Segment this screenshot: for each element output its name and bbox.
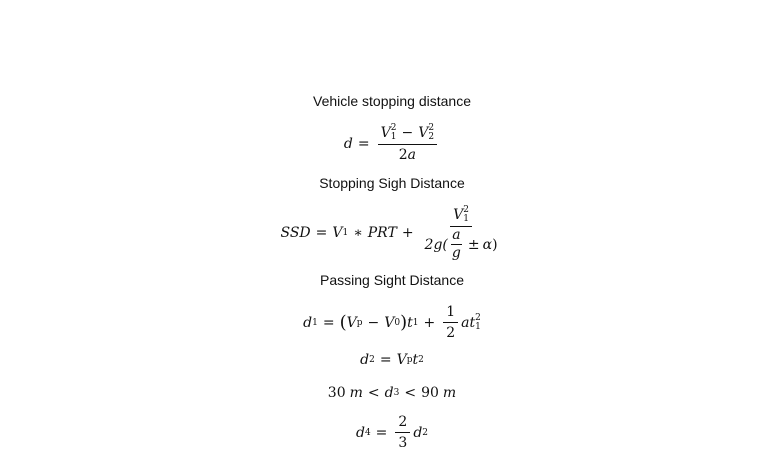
eq1-num-b: V (418, 125, 429, 141)
equation-d2: d 2 = V p t 2 (360, 352, 424, 368)
eq5-d: d (384, 385, 394, 401)
eq3-close-paren: ) (400, 311, 408, 333)
eq1-num-a-sub: 1 (390, 132, 397, 142)
equation-vehicle-stopping-distance (0, 124, 784, 163)
eq2-inner-fraction (451, 229, 462, 260)
eq5-low: 30 (327, 385, 346, 401)
eq1-equals: = (357, 135, 370, 152)
eq3-lhs: d (303, 314, 313, 331)
eq1-den-var: a (407, 147, 416, 163)
eq3-at-sup: 2 (475, 312, 481, 323)
eq4-t: t (412, 352, 419, 368)
eq3-half-fraction (443, 304, 458, 341)
equation-d3-range: 30 m < d 3 < 90 m (327, 385, 457, 401)
heading-passing-sight-distance: Passing Sight Distance (320, 272, 464, 288)
eq5-unit-a: m (349, 385, 363, 401)
eq3-t: t (407, 314, 413, 331)
heading-vehicle-stopping-distance: Vehicle stopping distance (313, 93, 471, 109)
eq4-lhs: d (360, 352, 370, 368)
eq2-num: V (453, 207, 464, 223)
eq6-fraction (395, 414, 410, 451)
eq2-fraction (422, 206, 501, 260)
eq6-equals: = (375, 424, 388, 441)
eq2-equals: = (315, 225, 328, 241)
eq3-at-sub: 1 (475, 321, 481, 332)
eq3-equals: = (322, 314, 335, 331)
eq3-at: at (461, 314, 476, 331)
eq2-alpha: α (482, 236, 493, 253)
heading-stopping-sigh-distance: Stopping Sigh Distance (319, 175, 465, 191)
equation-stopping-sight-distance: SSD = V 1 ∗ PRT + V 2 1 2g( $\frac{a}{g}$ ± α ) (0, 206, 784, 260)
eq2-close-paren: ) (492, 236, 498, 253)
eq1-fraction (378, 124, 437, 163)
eq2-inner-den: g (451, 245, 461, 261)
eq6-d: d (413, 424, 423, 441)
eq6-frac-num: 2 (398, 414, 408, 430)
eq1-num-a-sup: 2 (390, 123, 397, 133)
eq2-lhs: SSD (280, 225, 311, 241)
eq3-vp: V (346, 314, 357, 331)
eq5-high: 90 (421, 385, 439, 401)
eq4-equals: = (379, 352, 392, 368)
eq3-open-paren: ( (339, 311, 347, 333)
eq4-vp: V (396, 352, 407, 368)
eq3-minus: − (367, 314, 380, 331)
eq5-lt: < (367, 385, 380, 401)
eq2-num-sub: 1 (463, 214, 469, 224)
eq1-num-b-sup: 2 (428, 123, 435, 133)
eq1-minus: − (401, 125, 414, 141)
eq2-inner-num: a (452, 227, 461, 243)
eq2-num-sup: 2 (463, 205, 469, 215)
eq1-den-coef: 2 (398, 147, 408, 163)
eq1-num-b-sub: 2 (428, 132, 435, 142)
eq2-times: ∗ (353, 225, 363, 241)
eq3-half-den: 2 (446, 325, 456, 341)
eq3-v0: V (384, 314, 395, 331)
eq2-den-coef: 2g( (424, 236, 448, 253)
eq2-v: V (332, 225, 343, 241)
eq6-lhs: d (355, 424, 365, 441)
eq3-plus: + (423, 314, 436, 331)
eq1-num-a: V (380, 125, 391, 141)
eq1-lhs: d (343, 135, 353, 152)
equation-d1: d 1 = ( V p − V 0 ) t 1 + $\frac{1}{2}$ at 2 1 (303, 304, 481, 341)
eq2-plus-minus: ± (467, 236, 480, 253)
eq6-frac-den: 3 (398, 435, 408, 451)
eq3-half-num: 1 (446, 304, 456, 320)
eq5-lt2: < (404, 385, 417, 401)
eq2-prt: PRT (367, 225, 397, 241)
eq5-unit-b: m (442, 385, 457, 401)
eq2-plus: + (401, 225, 414, 241)
equation-d4: d 4 = $\frac{2}{3}$ d 2 (355, 414, 429, 451)
